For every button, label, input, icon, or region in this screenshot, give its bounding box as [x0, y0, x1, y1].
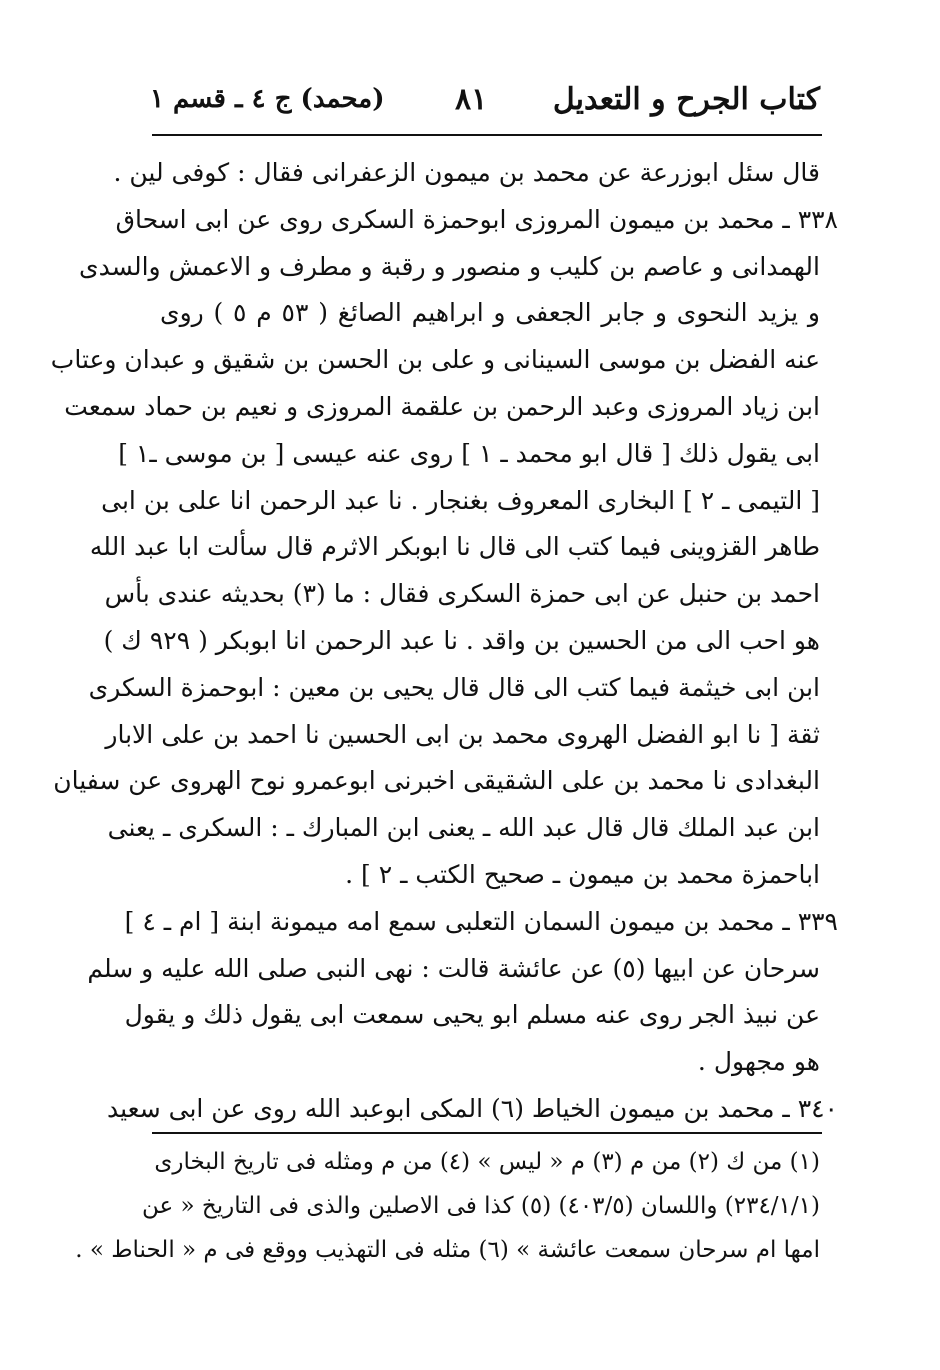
text-line: عن نبيذ الجر روى عنه مسلم ابو يحيى سمعت ابى يقول ذلك و يقول	[124, 1000, 820, 1030]
entry-338-heading: ٣٣٨ ـ محمد بن ميمون المروزى ابوحمزة السكرى روى عن ابى اسحاق	[115, 204, 838, 234]
footnote-line: (٢٣٤/١/١) واللسان (٤٠٣/٥) (٥) كذا فى الاصلين والذى فى التاريخ « عن	[141, 1193, 820, 1219]
text-line: سرحان عن ابيها (٥) عن عائشة قالت : نهى النبى صلى الله عليه و سلم	[87, 953, 820, 983]
entry-339-heading: ٣٣٩ ـ محمد بن ميمون السمان التعلبى سمع امه ميمونة ابنة [ ام ـ ٤ ]	[124, 906, 838, 936]
footnotes	[75, 1140, 820, 1272]
text-line: قال سئل ابوزرعة عن محمد بن ميمون الزعفرانى فقال : كوفى لين .	[113, 158, 820, 187]
text-line: الهمدانى و عاصم بن كليب و منصور و رقبة و مطرف و الاعمش والسدى	[79, 251, 820, 281]
main-text	[50, 150, 838, 1133]
text-line: هو احب الى من الحسين بن واقد . نا عبد الرحمن انا ابوبكر ( ٩٢٩ ك )	[103, 625, 820, 655]
text-line: ابن عبد الملك قال قال عبد الله ـ يعنى ابن المبارك ـ : السكرى ـ يعنى	[107, 813, 820, 843]
text-line: اباحمزة محمد بن ميمون ـ صحيح الكتب ـ ٢ ] .	[345, 859, 820, 889]
footnote-divider	[152, 1132, 822, 1134]
text-line: عنه الفضل بن موسى السينانى و على بن الحسن بن شقيق و عبدان وعتاب	[50, 345, 820, 375]
text-line: احمد بن حنبل عن ابى حمزة السكرى فقال : ما (٣) بحديثه عندى بأس	[104, 579, 820, 609]
text-line: ابن ابى خيثمة فيما كتب الى قال قال يحيى بن معين : ابوحمزة السكرى	[88, 672, 820, 702]
text-line: [ التيمى ـ ٢ ] البخارى المعروف بغنجار . نا عبد الرحمن انا على بن ابى	[101, 485, 820, 515]
text-line: ثقة [ نا ابو الفضل الهروى محمد بن ابى الحسين نا احمد بن على الابار	[105, 719, 820, 749]
book-title: كتاب الجرح و التعديل	[552, 82, 820, 117]
page-number: ٨١	[455, 82, 488, 117]
footnote-line: امها ام سرحان سمعت عائشة » (٦) مثله فى التهذيب ووقع فى م « الحناط » .	[75, 1237, 820, 1263]
text-line: ابن زياد المروزى وعبد الرحمن بن علقمة المروزى و نعيم بن حماد سمعت	[64, 391, 820, 421]
page-header	[150, 82, 820, 126]
text-line: ابى يقول ذلك [ قال ابو محمد ـ ١ ] روى عنه عيسى [ بن موسى ـ١ ]	[118, 438, 820, 468]
header-divider	[152, 134, 822, 136]
text-line: البغدادى نا محمد بن على الشقيقى اخبرنى ابوعمرو نوح الهروى عن سفيان	[53, 766, 820, 796]
text-line: و يزيد النحوى و جابر الجعفى و ابراهيم الصائغ ( ٥٣ م ٥ ) روى	[160, 298, 820, 328]
section-label: (محمد) ج ٤ ـ قسم ١	[150, 84, 385, 114]
text-line: هو مجهول .	[697, 1047, 820, 1077]
footnote-line: (١) من ك (٢) من م (٣) م « ليس » (٤) من م ومثله فى تاريخ البخارى	[154, 1149, 820, 1175]
text-line: طاهر القزوينى فيما كتب الى قال نا ابوبكر الاثرم قال سألت ابا عبد الله	[89, 532, 820, 562]
entry-340-heading: ٣٤٠ ـ محمد بن ميمون الخياط (٦) المكى ابوعبد الله روى عن ابى سعيد	[107, 1093, 838, 1123]
